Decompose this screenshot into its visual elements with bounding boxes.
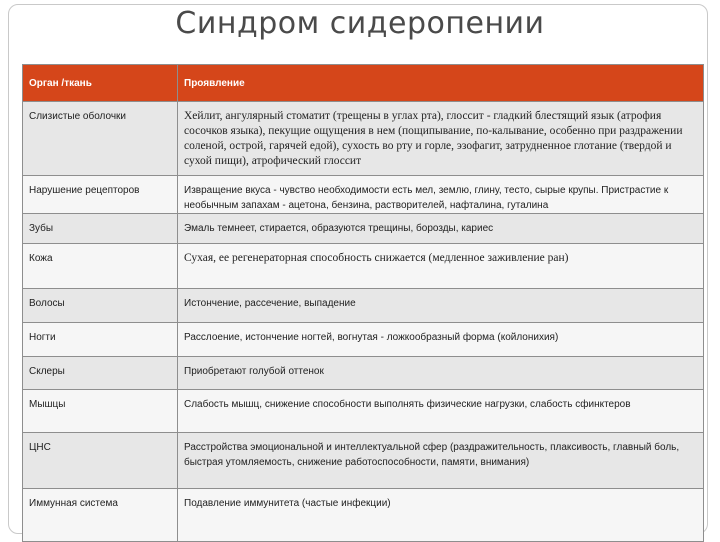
- manifestation-cell: Подавление иммунитета (частые инфекции): [178, 489, 704, 542]
- table-row: [23, 357, 704, 390]
- organ-cell: ЦНС: [23, 433, 178, 489]
- manifestation-cell: Хейлит, ангулярный стоматит (трещены в углах рта), глоссит - гладкий блестящий язык (атрофия сосочков языка), пекущие ощущения в нем (пощипывание, по-калывание, особенно при раздражении соленой, острой, гарячей едой), сухость во рту и горле, эзофагит, затрудненное глотание (твердой и сухой пищи), атрофический глоссит: [178, 102, 704, 176]
- table-row: [23, 244, 704, 289]
- manifestation-cell: Слабость мышц, снижение способности выполнять физические нагрузки, слабость сфинктеров: [178, 390, 704, 433]
- table-row: [23, 433, 704, 489]
- organ-cell: Нарушение рецепторов: [23, 176, 178, 214]
- organ-cell: Волосы: [23, 289, 178, 323]
- table-header-row: [23, 65, 704, 102]
- organ-cell: Склеры: [23, 357, 178, 390]
- organ-cell: Мышцы: [23, 390, 178, 433]
- table-row: [23, 176, 704, 214]
- table-row: [23, 489, 704, 542]
- organ-cell: Зубы: [23, 214, 178, 244]
- table-row: [23, 214, 704, 244]
- manifestation-cell: Эмаль темнеет, стирается, образуются трещины, борозды, кариес: [178, 214, 704, 244]
- manifestation-cell: Истончение, рассечение, выпадение: [178, 289, 704, 323]
- manifestation-cell: Расслоение, истончение ногтей, вогнутая - ложкообразный форма (койлонихия): [178, 323, 704, 357]
- manifestation-cell: Расстройства эмоциональной и интеллектуальной сфер (раздражительность, плаксивость, главный боль, быстрая утомляемость, снижение работоспособности, памяти, внимания): [178, 433, 704, 489]
- manifestation-cell: Сухая, ее регенераторная способность снижается (медленное заживление ран): [178, 244, 704, 289]
- table-row: [23, 323, 704, 357]
- header-manifestation: Проявление: [178, 65, 704, 102]
- manifestation-cell: Извращение вкуса - чувство необходимости есть мел, землю, глину, тесто, сырые крупы. Пристрастие к необычным запахам - ацетона, бензина, растворителей, нафталина, гуталина: [178, 176, 704, 214]
- table-row: [23, 390, 704, 433]
- sideropenia-table: [22, 64, 704, 542]
- table-row: [23, 289, 704, 323]
- organ-cell: Иммунная система: [23, 489, 178, 542]
- organ-cell: Ногти: [23, 323, 178, 357]
- page-title: Синдром сидеропении: [175, 6, 545, 41]
- table-row: [23, 102, 704, 176]
- organ-cell: Кожа: [23, 244, 178, 289]
- header-organ: Орган /ткань: [23, 65, 178, 102]
- manifestation-cell: Приобретают голубой оттенок: [178, 357, 704, 390]
- organ-cell: Слизистые оболочки: [23, 102, 178, 176]
